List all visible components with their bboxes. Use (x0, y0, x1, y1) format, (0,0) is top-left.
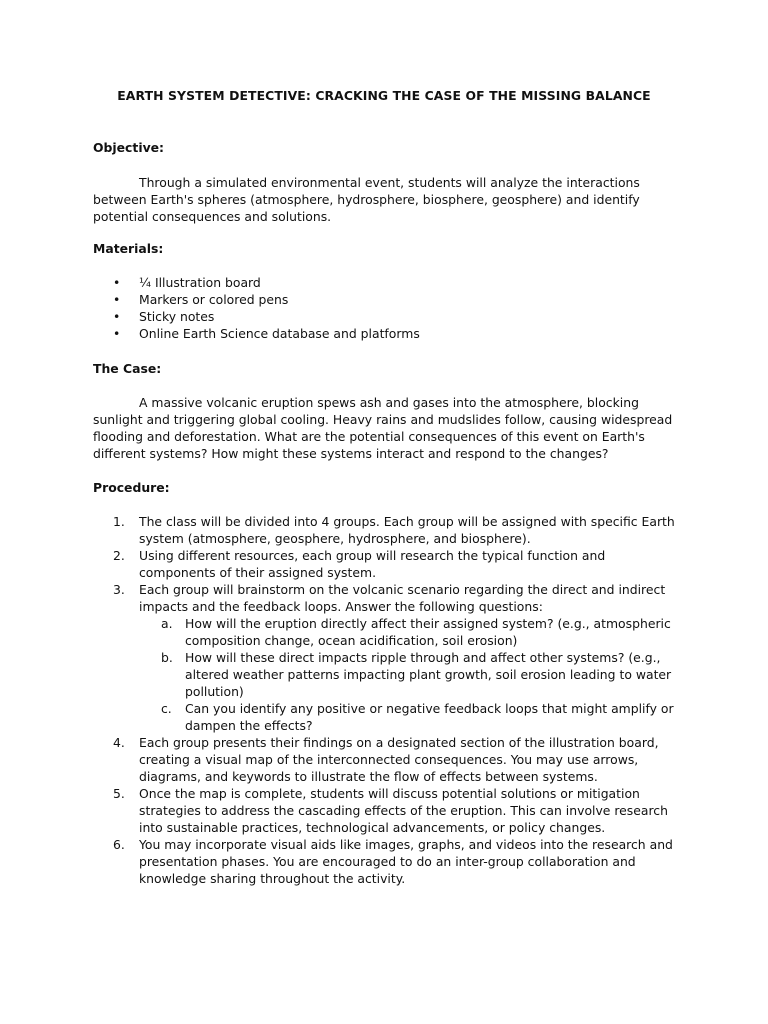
step-number: 4. (113, 735, 125, 750)
step-text: Using different resources, each group will research the typical function and components of their assigned system. (139, 548, 606, 580)
procedure-step (93, 836, 683, 887)
sub-question-letter: a. (161, 616, 173, 631)
sub-question (139, 615, 683, 649)
objective-text: Through a simulated environmental event, students will analyze the interactions between Earth's spheres (atmosphere, hydrosphere, biosphere, geosphere) and identify potential consequences and solutions. (93, 175, 640, 224)
step-number: 3. (113, 582, 125, 597)
sub-question-text: How will these direct impacts ripple through and affect other systems? (e.g., altered weather patterns impacting plant growth, soil erosion leading to water pollution) (185, 650, 672, 699)
the-case-text: A massive volcanic eruption spews ash and gases into the atmosphere, blocking sunlight and triggering global cooling. Heavy rains and mudslides follow, causing widespread flooding and deforestation. What are the potential consequences of this event on Earth's different systems? How might these systems interact and respond to the changes? (93, 395, 673, 461)
sub-question (139, 649, 683, 700)
step-text: You may incorporate visual aids like images, graphs, and videos into the research and presentation phases. You are encouraged to do an inter-group collaboration and knowledge sharing throughout the activity. (139, 837, 673, 886)
sub-question (139, 700, 683, 734)
step-text: The class will be divided into 4 groups. Each group will be assigned with specific Earth system (atmosphere, geosphere, hydrosphere, and biosphere). (139, 514, 675, 546)
procedure-heading: Procedure: (93, 480, 170, 495)
procedure-step (93, 513, 683, 547)
sub-question-letter: c. (161, 701, 172, 716)
procedure-step (93, 734, 683, 785)
step-number: 5. (113, 786, 125, 801)
procedure-step (93, 785, 683, 836)
materials-item: • Online Earth Science database and platforms (93, 325, 420, 342)
step-text: Each group will brainstorm on the volcanic scenario regarding the direct and indirect impacts and the feedback loops. Answer the following questions: (139, 582, 666, 614)
objective-heading: Objective: (93, 140, 165, 155)
step-text: Each group presents their findings on a designated section of the illustration board, creating a visual map of the interconnected consequences. You may use arrows, diagrams, and keywords to illustrate the flow of effects between systems. (139, 735, 659, 784)
step-number: 6. (113, 837, 125, 852)
sub-question-list (139, 615, 683, 734)
sub-question-text: Can you identify any positive or negative feedback loops that might amplify or dampen the effects? (185, 701, 674, 733)
materials-heading: Materials: (93, 241, 164, 256)
step-text: Once the map is complete, students will discuss potential solutions or mitigation strategies to address the cascading effects of the eruption. This can involve research into sustainable practices, technological advancements, or policy changes. (139, 786, 668, 835)
procedure-step (93, 581, 683, 734)
procedure-list (93, 513, 683, 887)
sub-question-text: How will the eruption directly affect their assigned system? (e.g., atmospheric composition change, ocean acidification, soil erosion) (185, 616, 671, 648)
materials-item: • Sticky notes (93, 308, 420, 325)
materials-list (93, 274, 420, 342)
step-number: 2. (113, 548, 125, 563)
materials-item: • ¼ Illustration board (93, 274, 420, 291)
procedure-step (93, 547, 683, 581)
step-number: 1. (113, 514, 125, 529)
materials-item: • Markers or colored pens (93, 291, 420, 308)
document-title: EARTH SYSTEM DETECTIVE: CRACKING THE CASE OF THE MISSING BALANCE (117, 88, 651, 103)
the-case-heading: The Case: (93, 361, 162, 376)
sub-question-letter: b. (161, 650, 173, 665)
